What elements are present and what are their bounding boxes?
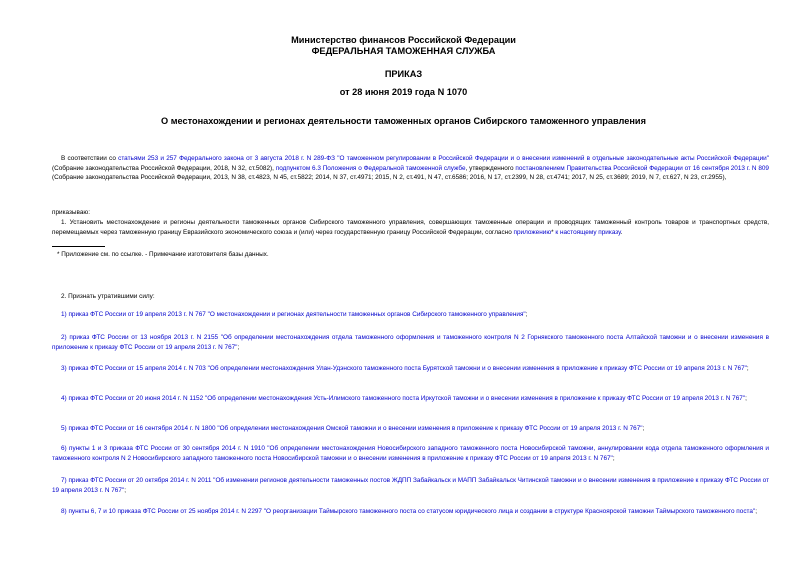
preamble-post: (Собрание законодательства Российской Федерации, 2013, N 38, ст.4823, N 45, ст.5822; 2014, N 37, ст.4971; 2015, N 2, ст.491, N 47, ст.6586; 2016, N 17, ст.2399, N 28, ст.4741; 2017, N 25, ст.3689; 2019, N 7, ст.627, N 23, ст.2955),: [52, 174, 727, 182]
list-item: [52, 476, 769, 495]
list-item-end: ;: [612, 454, 615, 462]
item-1-end: .: [620, 228, 623, 236]
repealed-order-link[interactable]: 2) приказ ФТС России от 13 ноября 2013 г. N 2155 "Об определении местонахождения отдела таможенного оформления и таможенного контроля N 2 Горнякского таможенного поста Алтайской таможни и о внесении изменения в приложение к приказу ФТС России от 19 апреля 2013 г. N 767": [52, 334, 769, 351]
resolution-link[interactable]: постановлением Правительства Российской Федерации от 16 сентября 2013 г. N 809: [515, 164, 769, 172]
repealed-order-link[interactable]: 7) приказ ФТС России от 20 октября 2014 г. N 2011 "Об изменении регионов деятельности таможенных постов ЖДПП Забайкальск и МАПП Забайкальск Читинской таможни и о внесении изменения в приложение к приказу ФТС России от 19 апреля 2013 г. N 767": [52, 477, 769, 494]
doc-type-heading: ПРИКАЗ: [384, 69, 423, 79]
preamble-paragraph: [52, 154, 769, 183]
list-item-end: ;: [237, 343, 240, 351]
list-item-end: ;: [642, 425, 645, 432]
list-item-end: ;: [746, 365, 749, 372]
footnote-divider: [52, 246, 105, 247]
item-1-text: 1. Установить местонахождение и регионы деятельности таможенных органов Сибирского таможенного управления, совершающих таможенные операции и проводящих таможенный контроль товаров и транспортных средств, перемещаемых через таможенную границу Евразийского экономического союза и (или) через государственную границу Российской Федерации, согласно: [52, 219, 769, 236]
item-1-paragraph: [52, 218, 769, 237]
list-item: [52, 364, 769, 374]
list-item-end: ;: [755, 508, 757, 515]
preamble-mid2: , утвержденного: [465, 164, 516, 172]
list-item: [52, 444, 769, 463]
list-item: [52, 507, 769, 517]
this-order-link[interactable]: к настоящему приказу: [553, 228, 621, 236]
law-link[interactable]: статьями 253 и 257 Федерального закона от 3 августа 2018 г. N 289-ФЗ "О таможенном регулировании в Российской Федерации и о внесении изменений в отдельные законодательные акты Российской Федерации": [118, 155, 770, 162]
repealed-order-link[interactable]: 5) приказ ФТС России от 16 сентября 2014 г. N 1800 "Об определении местонахождения Омской таможни и о внесении изменения в приложение к приказу ФТС России от 19 апреля 2013 г. N 767": [61, 425, 643, 432]
list-item: [52, 394, 769, 404]
service-heading: ФЕДЕРАЛЬНАЯ ТАМОЖЕННАЯ СЛУЖБА: [311, 46, 496, 56]
appendix-link[interactable]: приложению: [513, 228, 552, 236]
item-2-heading: 2. Признать утратившими силу:: [61, 293, 155, 300]
repealed-order-link[interactable]: 8) пункты 6, 7 и 10 приказа ФТС России от 25 ноября 2014 г. N 2297 "О реорганизации Таймырского таможенного поста со статусом юридического лица и создании в структуре Красноярской таможни Таймырского таможенного поста": [61, 508, 756, 515]
repealed-order-link[interactable]: 4) приказ ФТС России от 20 июня 2014 г. N 1152 "Об определении местонахождения Усть-Илимского таможенного поста Иркутской таможни и о внесении изменения в приложение к приказу ФТС России от 19 апреля 2013 г. N 767": [61, 395, 746, 402]
regulation-link[interactable]: подпунктом 6.3 Положения о Федеральной таможенной службе: [275, 164, 466, 172]
repealed-order-link[interactable]: 6) пункты 1 и 3 приказа ФТС России от 30 сентября 2014 г. N 1910 "Об определении местонахождения Новосибирского западного таможенного поста Новосибирской таможни, аннулировании кода отдела таможенного оформления и таможенного контроля N 2 Новосибирского западного таможенного поста Новосибирской таможни и о внесении изменения в приложение к приказу ФТС России от 19 апреля 2013 г. N 767": [52, 445, 769, 462]
doc-title: О местонахождении и регионах деятельности таможенных органов Сибирского таможенного управления: [161, 116, 646, 126]
preamble-pre: В соответствии со: [61, 155, 119, 162]
order-word: приказываю:: [52, 209, 90, 216]
repealed-order-link[interactable]: 3) приказ ФТС России от 15 апреля 2014 г. N 703 "Об определении местонахождения Улан-Удэнского таможенного поста Бурятской таможни и о внесении изменения в приложение к приказу ФТС России от 19 апреля 2013 г. N 767": [61, 365, 747, 372]
footnote-text: * Приложение см. по ссылке. - Примечание изготовителя базы данных.: [57, 251, 269, 258]
doc-date: от 28 июня 2019 года N 1070: [339, 87, 468, 97]
footnote-star: *: [551, 228, 554, 236]
preamble-mid: (Собрание законодательства Российской Федерации, 2018, N 32, ст.5082),: [52, 164, 276, 172]
ministry-heading: Министерство финансов Российской Федерации: [291, 35, 516, 45]
list-item: [52, 424, 769, 434]
list-item: [52, 310, 769, 320]
list-item-end: ;: [745, 395, 747, 402]
list-item-end: ;: [124, 486, 126, 494]
list-item-end: ;: [525, 311, 528, 318]
repealed-order-link[interactable]: 1) приказ ФТС России от 19 апреля 2013 г. N 767 "О местонахождении и регионах деятельности таможенных органов Сибирского таможенного управления": [61, 311, 526, 318]
list-item: [52, 333, 769, 352]
